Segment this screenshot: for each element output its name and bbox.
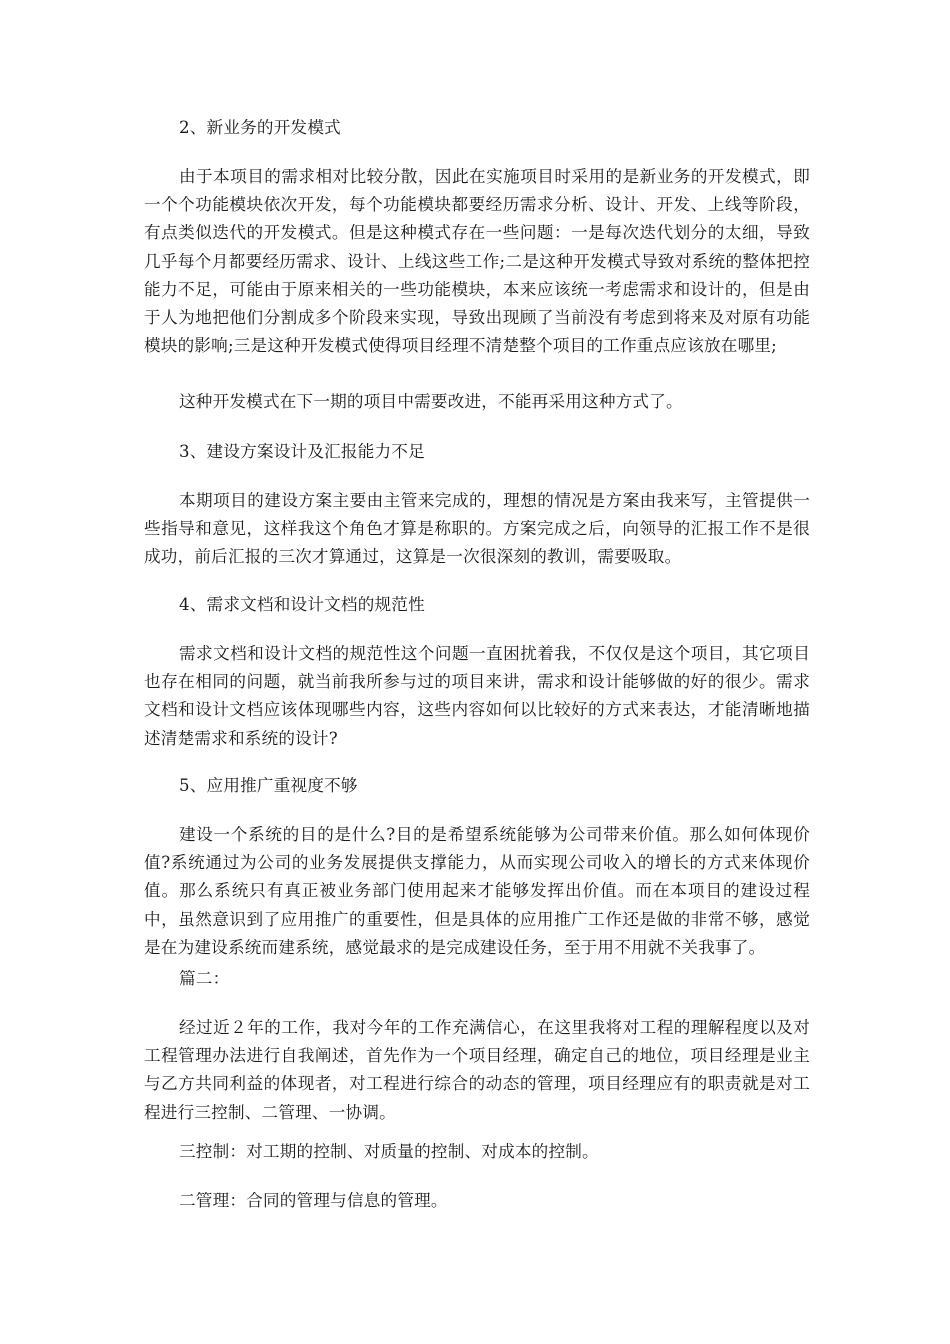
paragraph-two-managements: 二管理：合同的管理与信息的管理。	[179, 1191, 448, 1210]
section-heading-part-two: 篇二：	[179, 969, 230, 988]
section-heading-solution-design: 3、建设方案设计及汇报能力不足	[179, 442, 425, 461]
paragraph-project-manager-role: 经过近２年的工作，我对今年的工作充满信心，在这里我将对工程的理解程度以及对工程管理办法进行自我阐述，首先作为一个项目经理，确定自己的地位，项目经理是业主与乙方共同利益的体现者，对工程进行综合的动态的管理，项目经理应有的职责就是对工程进行三控制、二管理、一协调。	[144, 1018, 810, 1122]
paragraph-improve-next-phase: 这种开发模式在下一期的项目中需要改进，不能再采用这种方式了。	[179, 392, 683, 411]
paragraph-doc-standards: 需求文档和设计文档的规范性这个问题一直困扰着我，不仅仅是这个项目，其它项目也存在相同的问题，就当前我所参与过的项目来讲，需求和设计能够做的好的很少。需求文档和设计文档应该体现哪些内容，这些内容如何以比较好的方式来表达，才能清晰地描述清楚需求和系统的设计?	[144, 644, 810, 748]
paragraph-solution-design: 本期项目的建设方案主要由主管来完成的，理想的情况是方案由我来写，主管提供一些指导和意见，这样我这个角色才算是称职的。方案完成之后，向领导的汇报工作不是很成功，前后汇报的三次才算通过，这算是一次很深刻的教训，需要吸取。	[144, 491, 810, 567]
section-heading-new-business-dev-mode: 2、新业务的开发模式	[179, 118, 341, 137]
section-heading-doc-standards: 4、需求文档和设计文档的规范性	[179, 595, 425, 614]
paragraph-promotion: 建设一个系统的目的是什么?目的是希望系统能够为公司带来价值。那么如何体现价值?系统通过为公司的业务发展提供支撑能力，从而实现公司收入的增长的方式来体现价值。那么系统只有真正被业务部门使用起来才能够发挥出价值。而在本项目的建设过程中，虽然意识到了应用推广的重要性，但是具体的应用推广工作还是做的非常不够，感觉是在为建设系统而建系统，感觉最求的是完成建设任务，至于用不用就不关我事了。	[144, 825, 810, 957]
section-heading-promotion: 5、应用推广重视度不够	[179, 776, 358, 795]
paragraph-dev-mode-problems: 由于本项目的需求相对比较分散，因此在实施项目时采用的是新业务的开发模式，即一个个功能模块依次开发，每个功能模块都要经历需求分析、设计、开发、上线等阶段，有点类似迭代的开发模式。但是这种模式存在一些问题：一是每次迭代划分的太细，导致几乎每个月都要经历需求、设计、上线这些工作;二是这种开发模式导致对系统的整体把控能力不足，可能由于原来相关的一些功能模块，本来应该统一考虑需求和设计的，但是由于人为地把他们分割成多个阶段来实现，导致出现顾了当前没有考虑到将来及对原有功能模块的影响;三是这种开发模式使得项目经理不清楚整个项目的工作重点应该放在哪里;	[144, 167, 810, 356]
paragraph-three-controls: 三控制：对工期的控制、对质量的控制、对成本的控制。	[179, 1142, 599, 1161]
